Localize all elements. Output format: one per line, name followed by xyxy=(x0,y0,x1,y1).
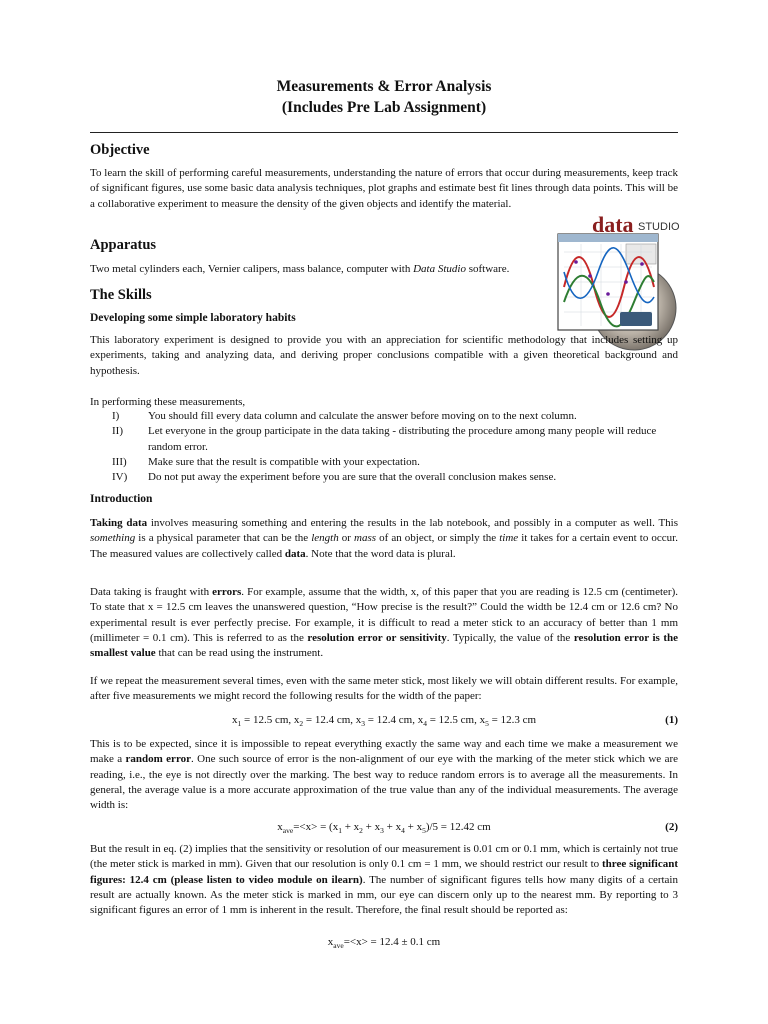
equation-1-number: (1) xyxy=(665,714,678,726)
document-page: Measurements & Error Analysis (Includes Pre Lab Assignment) Objective To learn the skill of performing careful measurements, understanding the nature of errors that occur during measurements, keep track of significant figures, use some basic data analysis techniques, plot graphs and estimate best fit lines through data points. This will be a collaborative experiment to measure the density of the given objects and identify the material. Apparatus Two metal cylinders each, Vernier calipers, mass balance, computer with Data Studio software. data STUDIO The Skills Developing some simple laboratory habits This laboratory experiment is designed to provide you with an appreciation for scientific methodology that includes setting up experiments, taking and analyzing data, and deriving proper conclusions compatible with a given theoretical background and hypothesis. In performing these measurements, I) You should fill every data column and calculate the answer before moving on to the next column. II) Let everyone in the group participate in the data taking - distributing the procedure among many people will reduce random error. III) Make sure that the result is compatible with your expectation. IV) Do not put away the experiment before you are sure that the overall conclusion makes sense. Introduction Taking data involves measuring something and entering the results in the lab notebook, and possibly in a computer as well. This something is a physical parameter that can be the length or mass of an object, or simply the time it takes for a certain event to occur. The measured values are collectively called data. Note that the word data is plural. Data taking is fraught with errors. For example, assume that the width, x, of this paper that you are reading is 12.5 cm (centimeter). To state that x = 12.5 cm leaves the unanswered question, “How precise is the result?” Could the width be 12.4 cm or 12.6 cm? No experimental result is ever perfectly precise. For example, it is difficult to read a meter stick to an accuracy of better than 1 mm (millimeter = 0.1 cm). This is referred to as the resolution error or sensitivity. Typically, the value of the resolution error is the smallest value that can be read using the instrument. If we repeat the measurement several times, even with the same meter stick, most likely we will obtain different results. For example, after five measurements we might record the following results for the width of the paper: $x_1 = 12.5$ cm, $x_2 = 12.4$ cm, $x_3 = 12.4$ cm, $x_4 = 12.5$ cm, $x_5 = 12.3$ cm (1) This is to be expected, since it is impossible to repeat everything exactly the same way and each time we make a measurement we make a random error. One such source of error is the non-alignment of our eye with the marking of the meter stick which we are reading, i.e., the eye is not directly over the marking. The best way to reduce random errors is to average all the measurements. In general, the average value is a more accurate approximation of the true value than any of the individual measurements. The average width is: $x_{ave}=<x> = (x_1 + x_2 + x_3 + x_4 + x_5)/5 = 12.42$ cm (2) But the result in eq. (2) implies that the sensitivity or resolution of our measurement is 0.01 cm or 0.1 mm, which is certainly not true (the meter stick is marked in mm). Given that our resolution is only 0.1 cm = 1 mm, we should restrict our result to three significant figures: 12.4 cm (please listen to video module on ilearn). The number of significant figures tells how many digits of a certain result are actually known. As the meter stick is marked in mm, our eye can discern only up to the nearest mm. By reporting to 3 significant figures an error of 1 mm is inherent in the result. Therefore, the final result should be reported as: $x_{ave}=<x> = 12.4 \pm 0.1$ cm xyxy=(0,0,768,1024)
logo-text-data: data xyxy=(592,212,634,237)
habits-list xyxy=(90,409,678,485)
title-line-2: (Includes Pre Lab Assignment) xyxy=(281,99,487,116)
apparatus-heading: Apparatus xyxy=(90,237,157,253)
skills-text: This laboratory experiment is designed to provide you with an appreciation for scientific methodology that includes setting up experiments, taking and analyzing data, and deriving proper conclusions compatible with a given theoretical background and hypothesis. xyxy=(90,334,678,377)
skills-heading: The Skills xyxy=(90,287,152,303)
list-item: III) Make sure that the result is compatible with your expectation. xyxy=(112,455,420,468)
title-rule xyxy=(90,132,678,133)
intro-paragraph-4: This is to be expected, since it is impossible to repeat everything exactly the same way and each time we make a measurement we make a random error. One such source of error is the non-alignment of our eye with the marking of the meter stick which we are reading, i.e., the eye is not directly over the marking. The best way to reduce random errors is to average all the measurements. In general, the average value is a more accurate approximation of the true value than any of the individual measurements. The average width is: xyxy=(90,738,678,812)
apparatus-text: Two metal cylinders each, Vernier calipers, mass balance, computer with Data Studio software. xyxy=(90,263,510,275)
intro-paragraph-5: But the result in eq. (2) implies that the sensitivity or resolution of our measurement is 0.01 cm or 0.1 mm, which is certainly not true (the meter stick is marked in mm). Given that our resolution is only 0.1 cm = 1 mm, we should restrict our result to three significant figures: 12.4 cm (please listen to video module on ilearn). The number of significant figures tells how many digits of a certain result are actually known. As the meter stick is marked in mm, our eye can discern only up to the nearest mm. By reporting to 3 significant figures an error of 1 mm is inherent in the result. Therefore, the final result should be reported as: xyxy=(90,843,678,917)
list-item: II) Let everyone in the group participate in the data taking - distributing the procedure among many people will reduce random error. xyxy=(112,425,657,453)
title-line-1: Measurements & Error Analysis xyxy=(276,78,492,95)
list-intro: In performing these measurements, xyxy=(90,396,246,408)
intro-paragraph-2: Data taking is fraught with errors. For example, assume that the width, x, of this paper that you are reading is 12.5 cm (centimeter). To state that x = 12.5 cm leaves the unanswered question, “How precise is the result?” Could the width be 12.4 cm or 12.6 cm? No experimental result is ever perfectly precise. For example, it is difficult to read a meter stick to an accuracy of better than 1 mm (millimeter = 0.1 cm). This is referred to as the resolution error or sensitivity. Typically, the value of the resolution error is the smallest value that can be read using the instrument. xyxy=(90,586,678,660)
skills-subheading: Developing some simple laboratory habits xyxy=(90,312,296,324)
logo-text-studio: STUDIO xyxy=(638,221,680,233)
objective-heading: Objective xyxy=(90,142,150,158)
objective-text: To learn the skill of performing careful measurements, understanding the nature of errors that occur during measurements, keep track of significant figures, use some basic data analysis techniques, plot graphs and estimate best fit lines through data points. This will be a collaborative experiment to measure the density of the given objects and identify the material. xyxy=(90,167,678,210)
list-item: IV) Do not put away the experiment before you are sure that the overall conclusion makes sense. xyxy=(112,471,557,484)
introduction-heading: Introduction xyxy=(90,493,153,505)
intro-paragraph-1: Taking data involves measuring something and entering the results in the lab notebook, and possibly in a computer as well. This something is a physical parameter that can be the length or mass of an object, or simply the time it takes for a certain event to occur. The measured values are collectively called data. Note that the word data is plural. xyxy=(90,517,678,560)
intro-paragraph-3: If we repeat the measurement several times, even with the same meter stick, most likely we will obtain different results. For example, after five measurements we might record the following results for the width of the paper: xyxy=(90,675,678,703)
datastudio-logo xyxy=(556,212,686,352)
list-item: I) You should fill every data column and calculate the answer before moving on to the next column. xyxy=(112,410,577,422)
equation-2-number: (2) xyxy=(665,821,678,833)
